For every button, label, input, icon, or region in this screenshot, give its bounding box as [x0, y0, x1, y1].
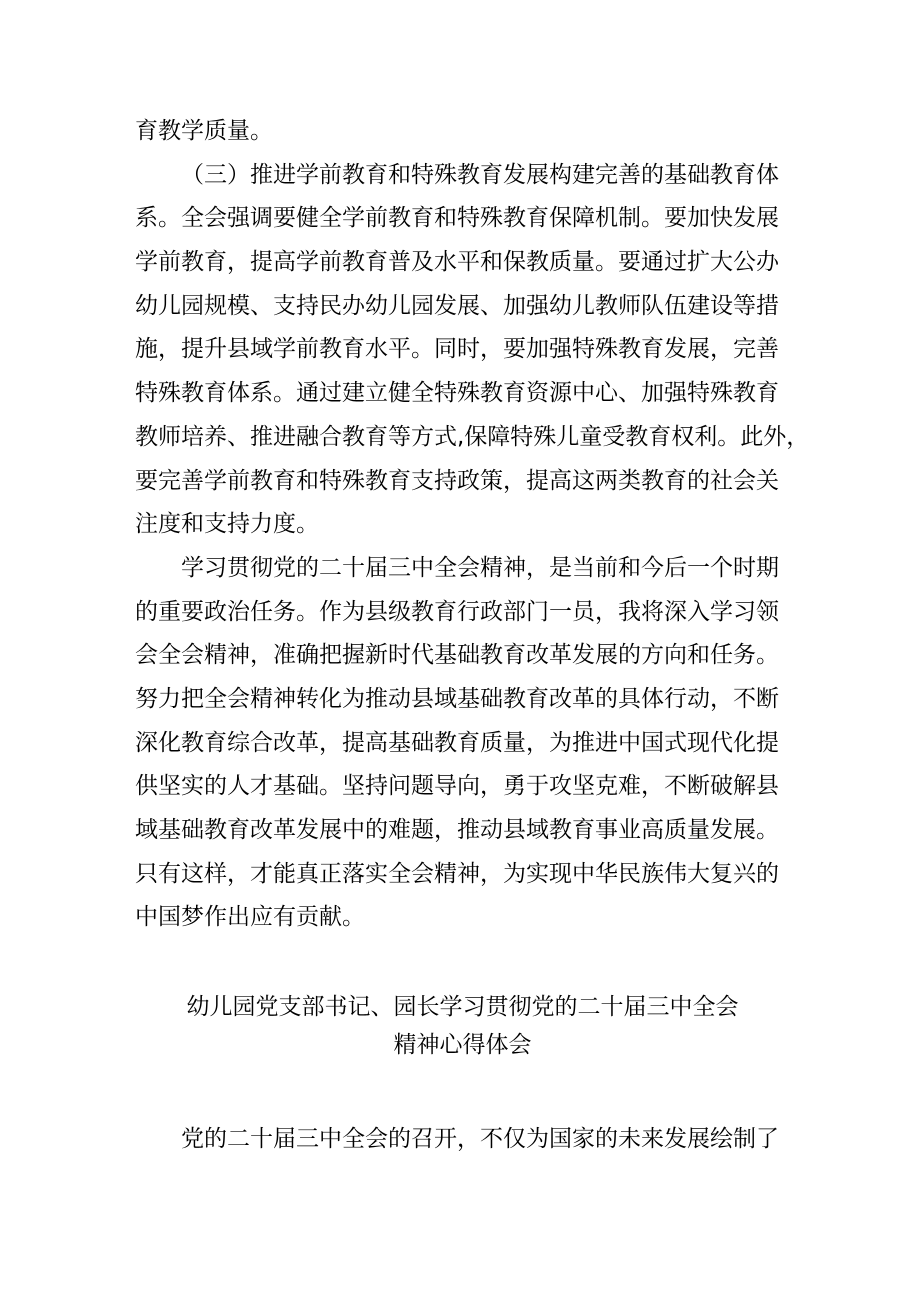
text-line: 要完善学前教育和特殊教育支持政策，提高这两类教育的社会关 — [135, 467, 779, 494]
text-line: 特殊教育体系。通过建立健全特殊教育资源中心、加强特殊教育 — [135, 380, 779, 407]
text-line: 育教学质量。 — [135, 118, 273, 144]
text-line: （三）推进学前教育和特殊教育发展构建完善的基础教育体 — [181, 161, 779, 188]
text-line: 注度和支持力度。 — [135, 511, 319, 538]
text-line: 幼儿园规模、支持民办幼儿园发展、加强幼儿教师队伍建设等措 — [135, 292, 779, 319]
text-line: 的重要政治任务。作为县级教育行政部门一员，我将深入学习领 — [135, 598, 779, 625]
text-line: 学习贯彻党的二十届三中全会精神，是当前和今后一个时期 — [181, 554, 779, 581]
section-title-line: 精神心得体会 — [393, 1032, 532, 1058]
text-line: 域基础教育改革发展中的难题，推动县域教育事业高质量发展。 — [135, 817, 779, 843]
text-line: 只有这样，才能真正落实全会精神，为实现中华民族伟大复兴的 — [135, 860, 779, 887]
closing-paragraph — [135, 1118, 790, 1162]
text-line: 中国梦作出应有贡献。 — [135, 904, 365, 931]
body-text — [135, 110, 810, 940]
text-line: 教师培养、推进融合教育等方式,保障特殊儿童受教育权利。此外， — [135, 423, 810, 450]
text-line: 学前教育，提高学前教育普及水平和保教质量。要通过扩大公办 — [135, 249, 779, 276]
text-line: 系。全会强调要健全学前教育和特殊教育保障机制。要加快发展 — [135, 205, 779, 232]
text-line: 施，提升县域学前教育水平。同时，要加强特殊教育发展，完善 — [135, 336, 779, 363]
text-line: 深化教育综合改革，提高基础教育质量，为推进中国式现代化提 — [135, 729, 779, 756]
section-title-line: 幼儿园党支部书记、园长学习贯彻党的二十届三中全会 — [186, 994, 739, 1020]
text-line: 党的二十届三中全会的召开，不仅为国家的未来发展绘制了 — [181, 1126, 779, 1152]
section-title — [135, 988, 790, 1064]
text-line: 会全会精神，准确把握新时代基础教育改革发展的方向和任务。 — [135, 642, 779, 669]
text-line: 供坚实的人才基础。坚持问题导向，勇于攻坚克难，不断破解县 — [135, 773, 779, 800]
text-line: 努力把全会精神转化为推动县域基础教育改革的具体行动，不断 — [135, 685, 779, 712]
